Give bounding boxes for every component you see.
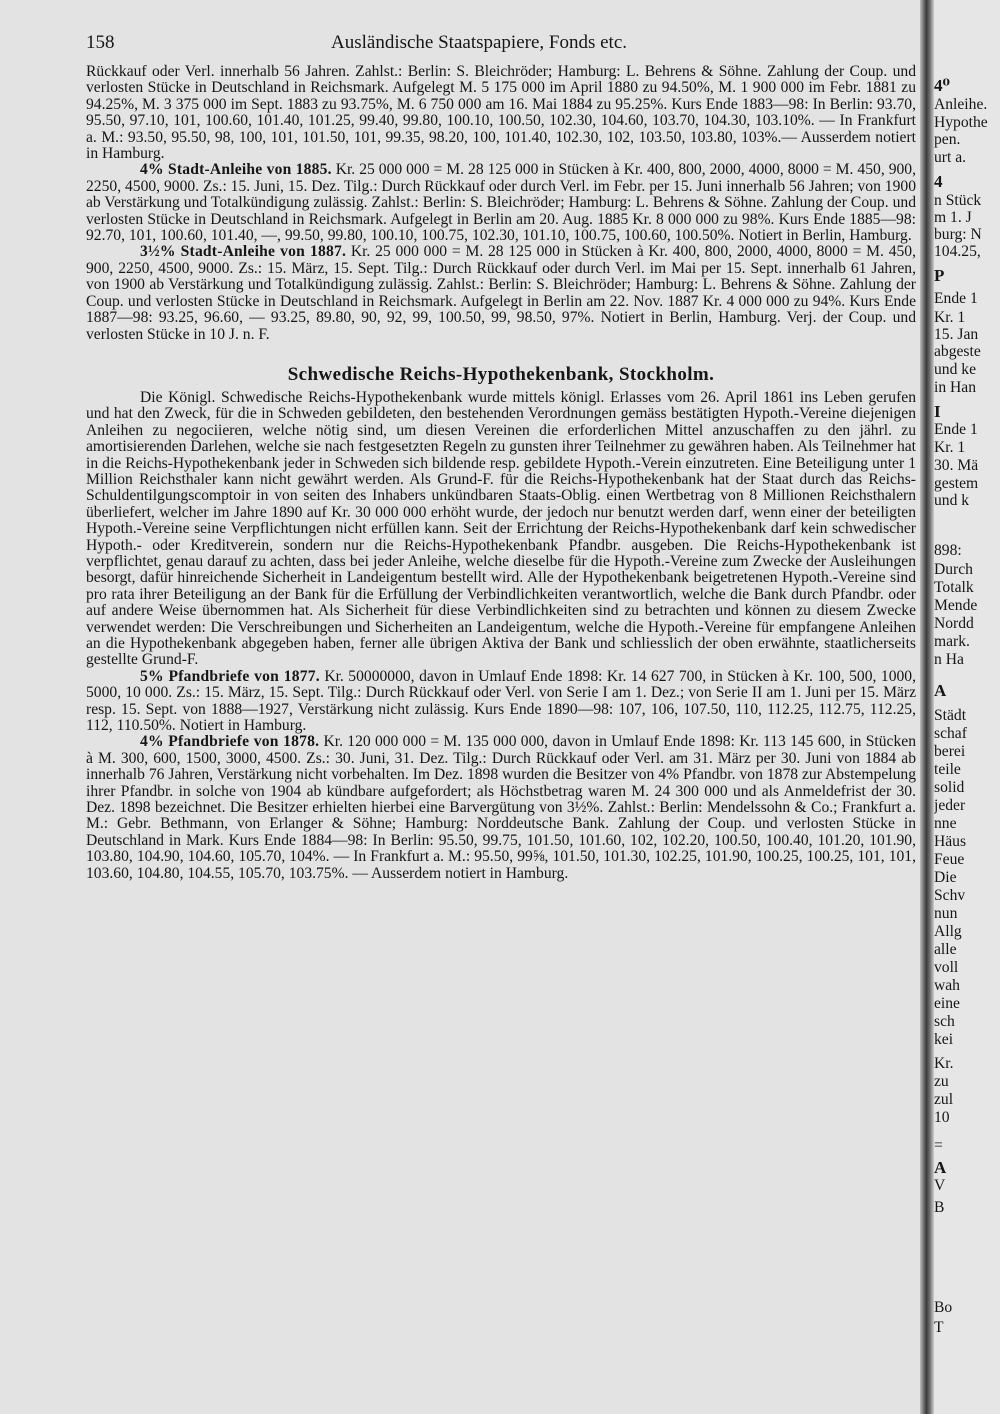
neighbor-fragment: und k [934, 492, 970, 509]
book-gutter [920, 0, 934, 1414]
neighbor-fragment: nne [934, 815, 957, 832]
neighbor-fragment: P [934, 266, 945, 285]
neighbor-fragment: 104.25, [934, 243, 981, 260]
neighbor-fragment: schaf [934, 725, 967, 742]
neighbor-fragment: kei [934, 1031, 954, 1048]
pfandbrief-entry-1878 [86, 734, 916, 882]
neighbor-fragment: Anleihe. [934, 96, 988, 113]
section-title: Schwedische Reichs-Hypothekenbank, Stockholm. [287, 363, 715, 385]
neighbor-fragment: Hypothe [934, 114, 988, 131]
neighbor-fragment: Mende [934, 597, 978, 614]
neighbor-fragment: Häus [934, 833, 967, 850]
neighbor-fragment: Durch [934, 561, 973, 578]
neighbor-fragment: = [934, 1137, 943, 1154]
pfandbrief-text: Kr. 120 000 000 = M. 135 000 000, davon in Umlauf Ende 1898: Kr. 113 145 600, in Stücken à M. 300, 600, 1500, 3000, 4500. Zs.: 30. Juni, 31. Dez. Tilg.: Durch Rückkauf oder Verl. am 31. März per 30. Juni von 1884 ab innerhalb 76 Jahren, Verstärkung nicht vorbehalten. Im Dez. 1898 wurden die Besitzer von 4% Pfandbr. von 1878 zur Abstempelung ihrer Pfandbr. in solche von 1904 ab kündbare aufgefordert; als Höchstbetrag waren M. 24 300 000 und als Anmeldefrist der 30. Dez. 1898 bezeichnet. Die Besitzer erhielten hierbei eine Barvergütung von 3½%. Zahlst.: Berlin: Mendelssohn & Co.; Frankfurt a. M.: Gebr. Bethmann, von Erlanger & Söhne; Hamburg: Norddeutsche Bank. Zahlung der Coup. und verlosten Stücke in Deutschland in Mark. Kurs Ende 1884—98: In Berlin: 95.50, 99.75, 101.50, 101.60, 102, 102.20, 100.50, 100.40, 101.20, 101.90, 103.80, 104.90, 104.60, 105.70, 104%. — In Frankfurt a. M.: 95.50, 99⅝, 101.50, 101.30, 102.25, 101.90, 100.25, 100.25, 101, 101, 103.60, 104.80, 104.55, 105.70, 103.75%. — Ausserdem notiert in Hamburg. [86, 733, 916, 882]
neighbor-fragment: Bo [934, 1299, 953, 1316]
neighbor-fragment: wah [934, 977, 960, 994]
neighbor-fragment: voll [934, 959, 959, 976]
neighbor-fragment: berei [934, 743, 966, 760]
neighbor-fragment: und ke [934, 361, 977, 378]
neighbor-fragment: Kr. 1 [934, 309, 966, 326]
neighbor-fragment: Kr. [934, 1055, 954, 1072]
neighbor-fragment: Nordd [934, 615, 974, 632]
neighbor-fragment: V [934, 1177, 946, 1194]
loan-heading: 3½% Stadt-Anleihe von 1887. [140, 243, 347, 261]
neighbor-fragment: abgeste [934, 343, 981, 360]
neighbor-fragment: pen. [934, 131, 961, 148]
neighbor-fragment: teile [934, 761, 961, 778]
running-head: Ausländische Staatspapiere, Fonds etc. [331, 32, 628, 53]
loan-entry-1887 [86, 244, 916, 342]
neighbor-fragment: m 1. J [934, 209, 972, 226]
neighbor-fragment: urt a. [934, 149, 967, 166]
pfandbrief-heading: 5% Pfandbriefe von 1877. [140, 667, 320, 685]
intro-text: Die Königl. Schwedische Reichs-Hypothekenbank wurde mittels königl. Erlasses vom 26. April 1861 ins Leben gerufen und hat den Zweck, für die in Schweden gebildeten, den bestehenden Verordnungen gemäss bestätigten Hypoth.-Vereine diejenigen Anleihen zu negociieren, welche nötig sind, um diesen Vereinen die erforderlichen Mittel anzuschaffen zu den jährl. zu amortisierenden Darlehen, welche sie nach festgesetzten Regeln zu gunsten ihrer Teilnehmer zu gewähren haben. Als Teilnehmer hat in die Reichs-Hypothekenbank jeder in Schweden sich bildende resp. gebildete Hypoth.-Verein einzutreten. Eine Beteiligung unter 1 Million Reichsthaler kann nicht gewährt werden. Als Grund-F. für die Reichs-Hypothekenbank hat der Staat durch das Reichs-Schuldentilgungscomptoir in von seiten des Inhabers unkündbaren Staats-Oblig. einen Wertbetrag von 8 Millionen Reichsthalern überliefert, welcher im Jahre 1890 auf Kr. 30 000 000 erhöht wurde, der jedoch nur benutzt werden darf, wenn einer der beteiligten Hypoth.-Vereine seine Verpflichtungen nicht erfüllen kann. Seit der Errichtung der Reichs-Hypothekenbank darf kein schwedischer Hypoth.- oder Kreditverein, sondern nur die Reichs-Hypothekenbank Pfandbr. ausgeben. Die Reichs-Hypothekenbank ist verpflichtet, genau darauf zu achten, dass bei jeder Anleihe, welche dieselbe für die Hypoth.-Vereine zum Zwecke der Ausleihungen besorgt, dafür hinreichende Sicherheit in Landeigentum bestellt wird. Alle der Hypothekenbank beigetretenen Hypoth.-Vereine sind pro rata ihrer Beteiligung an der Bank für die Erfüllung der Verbindlichkeiten verantwortlich, welche die Bank durch Pfandbr. oder auf andere Weise übernommen hat. Als Sicherheit für diese Verbindlichkeiten sind zu betrachten und können zu diesem Zwecke verwendet werden: Die Verschreibungen und Sicherheiten an Landeigentum, welche die Hypoth.-Vereine für empfangene Anleihen an die Hypothekenbank abgegeben haben, ferner alle übrigen Aktiva der Bank und schliesslich der oben erwähnte, staatlicherseits gestellte Grund-F. [86, 388, 916, 669]
neighbor-fragment: Feue [934, 851, 965, 868]
loan-text: Kr. 25 000 000 = M. 28 125 000 in Stücken à Kr. 400, 800, 2000, 4000, 8000 = M. 450, 900, 2250, 4500, 9000. Zs.: 15. Juni, 15. Dez. Tilg.: Durch Rückkauf oder durch Verl. im Febr. per 15. Juni innerhalb 56 Jahren; von 1900 ab Verstärkung und Totalkündigung zulässig. Zahlst.: Berlin: S. Bleichröder; Hamburg: L. Behrens & Söhne. Zahlung der Coup. und verlosten Stücke in Deutschland in Reichsmark. Aufgelegt in Berlin am 20. Aug. 1885 Kr. 8 000 000 zu 98%. Kurs Ende 1885—98: 92.70, 101, 100.60, 101.40, —, 99.50, 99.80, 100.10, 100.75, 102.30, 101.10, 100.75, 100.60, 100.50%. Notiert in Berlin, Hamburg. [86, 161, 916, 245]
neighbor-fragment: zul [934, 1091, 954, 1108]
neighbor-fragment: 898: [934, 542, 962, 559]
neighbor-fragment: 15. Jan [934, 326, 979, 343]
neighbor-fragment: Kr. 1 [934, 439, 966, 456]
neighbor-fragment: Die [934, 869, 957, 886]
neighbor-fragment: alle [934, 941, 957, 958]
neighbor-fragment: burg: N [934, 226, 982, 243]
paragraph-text: Rückkauf oder Verl. innerhalb 56 Jahren. Zahlst.: Berlin: S. Bleichröder; Hamburg: L. Behrens & Söhne. Zahlung der Coup. und verlosten Stücke in Deutschland in Reichsmark. Aufgelegt M. 5 175 000 im April 1880 zu 94.50%, M. 1 900 000 im Febr. 1881 zu 94.25%, M. 3 375 000 im Sept. 1883 zu 93.75%, M. 6 750 000 am 16. Mai 1884 zu 95.25%. Kurs Ende 1883—98: In Berlin: 93.70, 95.50, 97.10, 101, 100.60, 101.40, 101.25, 99.40, 99.80, 100.10, 100.50, 102.30, 104.60, 103.70, 104.30, 103.10%. — In Frankfurt a. M.: 93.50, 95.50, 98, 100, 101, 101.50, 101, 99.35, 98.20, 100, 101.40, 102.30, 102, 103.50, 103.80, 103%.— Ausserdem notiert in Hamburg. [86, 63, 916, 163]
pfandbrief-heading: 4% Pfandbriefe von 1878. [140, 733, 320, 751]
neighbor-fragment: Städt [934, 707, 967, 724]
neighbor-fragment: T [934, 1319, 944, 1336]
neighbor-fragment: Totalk [934, 579, 974, 596]
neighbor-fragment: 4 [934, 172, 943, 191]
neighbor-fragment: n Ha [934, 651, 964, 668]
loan-entry-1885 [86, 162, 916, 244]
neighbor-fragment: nun [934, 905, 958, 922]
neighbor-fragment: 4⁰ [934, 76, 950, 95]
neighbor-fragment: 10 [934, 1109, 950, 1126]
page-number: 158 [86, 32, 115, 53]
section-intro [86, 390, 916, 669]
pfandbrief-entry-1877 [86, 669, 916, 735]
neighbor-fragment: eine [934, 995, 960, 1012]
neighbor-fragment: 30. Mä [934, 457, 979, 474]
neighbor-fragment: A [934, 681, 947, 700]
neighbor-fragment: gestem [934, 475, 979, 492]
neighbor-fragment: sch [934, 1013, 955, 1030]
neighbor-fragment: Schv [934, 887, 966, 904]
main-column [86, 24, 916, 882]
neighbor-fragment: solid [934, 779, 965, 796]
neighbor-fragment: in Han [934, 379, 977, 396]
neighbor-fragment: A [934, 1158, 947, 1177]
neighbor-fragment: Allg [934, 923, 962, 940]
neighbor-fragment: Ende 1 [934, 421, 978, 438]
pfandbrief-text: Kr. 50000000, davon in Umlauf Ende 1898: Kr. 14 627 700, in Stücken à Kr. 100, 500, 1000, 5000, 10 000. Zs.: 15. März, 15. Sept. Tilg.: Durch Rückkauf oder Verl. von Serie I am 1. Dez.; von Serie II am 1. Juni per 15. März resp. 15. Sept. von 1888—1927, Verstärkung nicht zulässig. Kurs Ende 1890—98: 107, 106, 107.50, 110, 112.25, 112.75, 112.25, 112, 110.50%. Notiert in Hamburg. [86, 667, 917, 735]
neighbor-page-edge [934, 0, 1000, 1414]
neighbor-fragment: mark. [934, 633, 970, 650]
loan-text: Kr. 25 000 000 = M. 28 125 000 in Stücken à Kr. 400, 800, 2000, 4000, 8000 = M. 450, 900, 2250, 4500, 9000. Zs.: 15. März, 15. Sept. Tilg.: Durch Rückkauf oder durch Verl. im Mai per 15. Sept. innerhalb 61 Jahren, von 1900 ab Verstärkung und Totalkündigung zulässig. Zahlst.: Berlin: S. Bleichröder; Hamburg: L. Behrens & Söhne. Zahlung der Coup. und verlosten Stücke in Deutschland in Reichsmark. Aufgelegt in Berlin am 22. Nov. 1887 Kr. 4 000 000 zu 94%. Kurs Ende 1887—98: 93.25, 96.60, — 93.25, 89.80, 90, 92, 99, 100.50, 99, 98.50, 97%. Notiert in Berlin, Hamburg. Verj. der Coup. und verlosten Stücke in 10 J. n. F. [86, 243, 916, 343]
neighbor-fragment: n Stück [934, 192, 982, 209]
page-header [86, 24, 916, 58]
loan-heading: 4% Stadt-Anleihe von 1885. [140, 161, 332, 179]
continued-paragraph [86, 64, 916, 162]
neighbor-fragment: Ende 1 [934, 290, 978, 307]
neighbor-fragment: jeder [934, 797, 966, 814]
neighbor-fragment: I [934, 402, 941, 421]
neighbor-fragment: zu [934, 1073, 949, 1090]
neighbor-fragment: B [934, 1199, 945, 1216]
